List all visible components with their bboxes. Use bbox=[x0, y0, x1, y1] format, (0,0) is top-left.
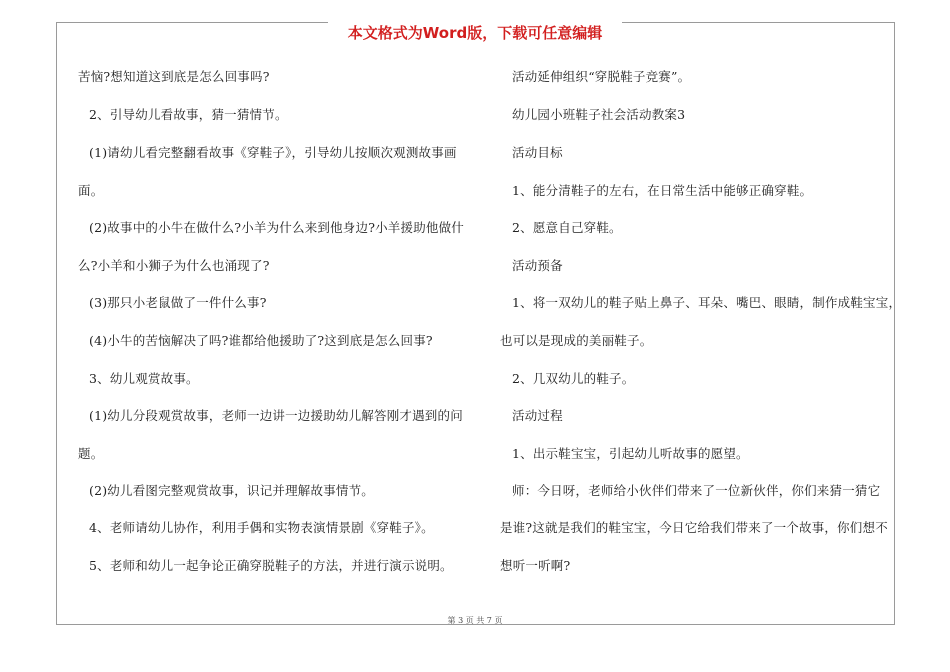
word-format-banner: 本文格式为Word版，下载可任意编辑 bbox=[347, 24, 603, 42]
right-line: 想听一听啊? bbox=[500, 558, 571, 573]
right-line: 幼儿园小班鞋子社会活动教案3 bbox=[512, 107, 686, 122]
left-line: 3、幼儿观赏故事。 bbox=[89, 371, 199, 386]
left-line: (3)那只小老鼠做了一件什么事? bbox=[89, 295, 267, 310]
right-line: 1、出示鞋宝宝，引起幼儿听故事的愿望。 bbox=[512, 446, 749, 461]
left-line: (2)故事中的小牛在做什么?小羊为什么来到他身边?小羊援助他做什 bbox=[89, 220, 465, 235]
left-line: (4)小牛的苦恼解决了吗?谁都给他援助了?这到底是怎么回事? bbox=[89, 333, 433, 348]
left-line: 么?小羊和小狮子为什么也涌现了? bbox=[78, 258, 270, 273]
page-number-footer: 第 3 页 共 7 页 bbox=[447, 616, 503, 625]
left-line: 4、老师请幼儿协作，利用手偶和实物表演情景剧《穿鞋子》。 bbox=[89, 520, 434, 535]
left-line: (2)幼儿看图完整观赏故事，识记并理解故事情节。 bbox=[89, 483, 375, 498]
right-line: 1、将一双幼儿的鞋子贴上鼻子、耳朵、嘴巴、眼睛，制作成鞋宝宝， bbox=[512, 295, 902, 310]
right-line: 活动延伸组织“穿脱鞋子竞赛”。 bbox=[512, 69, 691, 84]
left-line: 面。 bbox=[78, 183, 104, 198]
right-line: 2、几双幼儿的鞋子。 bbox=[512, 371, 635, 386]
right-line: 也可以是现成的美丽鞋子。 bbox=[500, 333, 653, 348]
left-line: 苦恼?想知道这到底是怎么回事吗? bbox=[78, 69, 270, 84]
left-line: (1)请幼儿看完整翻看故事《穿鞋子》，引导幼儿按顺次观测故事画 bbox=[89, 145, 457, 160]
right-line: 1、能分清鞋子的左右，在日常生活中能够正确穿鞋。 bbox=[512, 183, 813, 198]
right-line: 活动过程 bbox=[512, 408, 563, 423]
left-line: 5、老师和幼儿一起争论正确穿脱鞋子的方法，并进行演示说明。 bbox=[89, 558, 453, 573]
left-line: (1)幼儿分段观赏故事，老师一边讲一边援助幼儿解答刚才遇到的问 bbox=[89, 408, 463, 423]
right-line: 2、愿意自己穿鞋。 bbox=[512, 220, 622, 235]
left-line: 题。 bbox=[78, 446, 104, 461]
right-line: 活动预备 bbox=[512, 258, 563, 273]
right-line: 是谁?这就是我们的鞋宝宝，今日它给我们带来了一个故事，你们想不 bbox=[500, 520, 888, 535]
left-line: 2、引导幼儿看故事，猜一猜情节。 bbox=[89, 107, 288, 122]
right-line: 师：今日呀，老师给小伙伴们带来了一位新伙伴，你们来猜一猜它 bbox=[512, 483, 881, 498]
right-line: 活动目标 bbox=[512, 145, 563, 160]
